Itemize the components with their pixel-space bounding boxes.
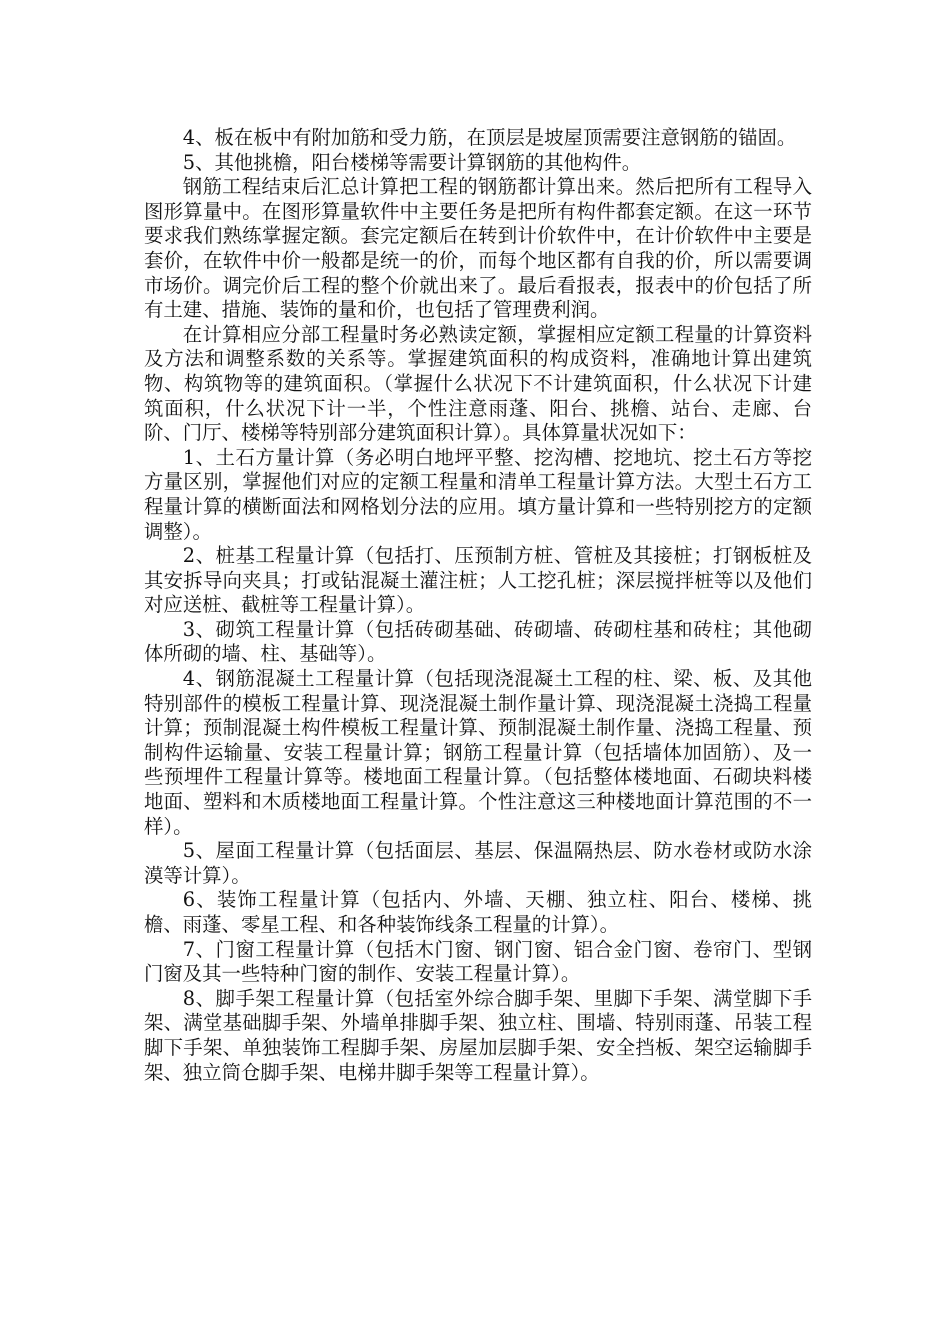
paragraph-other-components: 5、其他挑檐，阳台楼梯等需要计算钢筋的其他构件。	[182, 150, 642, 174]
paragraph-masonry: 3、砌筑工程量计算（包括砖砌基础、砖砌墙、砖砌柱基和砖柱；其他砌体所砌的墙、柱、基础等）。	[144, 617, 812, 666]
paragraph-reinforced-concrete: 4、钢筋混凝土工程量计算（包括现浇混凝土工程的柱、梁、板、及其他特别部件的模板工程量计算、现浇混凝土制作量计算、现浇混凝土浇捣工程量计算；预制混凝土构件模板工程量计算、预制混凝土制作量、浇捣工程量、预制构件运输量、安装工程量计算；钢筋工程量计算（包括墙体加固筋）、及一些预埋件工程量计算等。楼地面工程量计算。（包括整体楼地面、石砌块料楼地面、塑料和木质楼地面工程量计算。个性注意这三种楼地面计算范围的不一样）。	[144, 667, 812, 838]
paragraph-doors-windows: 7、门窗工程量计算（包括木门窗、钢门窗、铝合金门窗、卷帘门、型钢门窗及其一些特种门窗的制作、安装工程量计算）。	[144, 937, 812, 986]
paragraph-slab-rebar: 4、板在板中有附加筋和受力筋，在顶层是坡屋顶需要注意钢筋的锚固。	[182, 126, 797, 149]
paragraph-pile-foundation: 2、桩基工程量计算（包括打、压预制方桩、管桩及其接桩；打钢板桩及其安拆导向夹具；打或钻混凝土灌注桩；人工挖孔桩；深层搅拌桩等以及他们对应送桩、截桩等工程量计算）。	[144, 544, 812, 617]
paragraph-scaffolding: 8、脚手架工程量计算（包括室外综合脚手架、里脚下手架、满堂脚下手架、满堂基础脚手架、外墙单排脚手架、独立柱、围墙、特别雨蓬、吊装工程脚下手架、单独装饰工程脚手架、房屋加层脚手架、安全挡板、架空运输脚手架、独立筒仓脚手架、电梯井脚手架等工程量计算）。	[144, 986, 812, 1084]
document-page	[144, 126, 812, 1085]
paragraph-decoration: 6、装饰工程量计算（包括内、外墙、天棚、独立柱、阳台、楼梯、挑檐、雨蓬、零星工程、和各种装饰线条工程量的计算）。	[144, 888, 812, 936]
paragraph-quota-study: 在计算相应分部工程量时务必熟读定额，掌握相应定额工程量的计算资料及方法和调整系数的关系等。掌握建筑面积的构成资料，准确地计算出建筑物、构筑物等的建筑面积。（掌握什么状况下不计建筑面积，什么状况下计建筑面积，什么状况下计一半，个性注意雨蓬、阳台、挑檐、站台、走廊、台阶、门厅、楼梯等特别部分建筑面积计算）。具体算量状况如下：	[144, 322, 812, 445]
paragraph-roofing: 5、屋面工程量计算（包括面层、基层、保温隔热层、防水卷材或防水涂漠等计算）。	[144, 839, 812, 887]
paragraph-earthwork: 1、土石方量计算（务必明白地坪平整、挖沟槽、挖地坑、挖土石方等挖方量区别，掌握他们对应的定额工程量和清单工程量计算方法。大型土石方工程量计算的横断面法和网格划分法的应用。填方量计算和一些特别挖方的定额调整）。	[144, 445, 812, 543]
paragraph-rebar-summary: 钢筋工程结束后汇总计算把工程的钢筋都计算出来。然后把所有工程导入图形算量中。在图形算量软件中主要任务是把所有构件都套定额。在这一环节要求我们熟练掌握定额。套完定额后在转到计价软件中，在计价软件中主要是套价，在软件中价一般都是统一的价，而每个地区都有自我的价，所以需要调市场价。调完价后工程的整个价就出来了。最后看报表，报表中的价包括了所有土建、措施、装饰的量和价，也包括了管理费利润。	[144, 175, 812, 322]
